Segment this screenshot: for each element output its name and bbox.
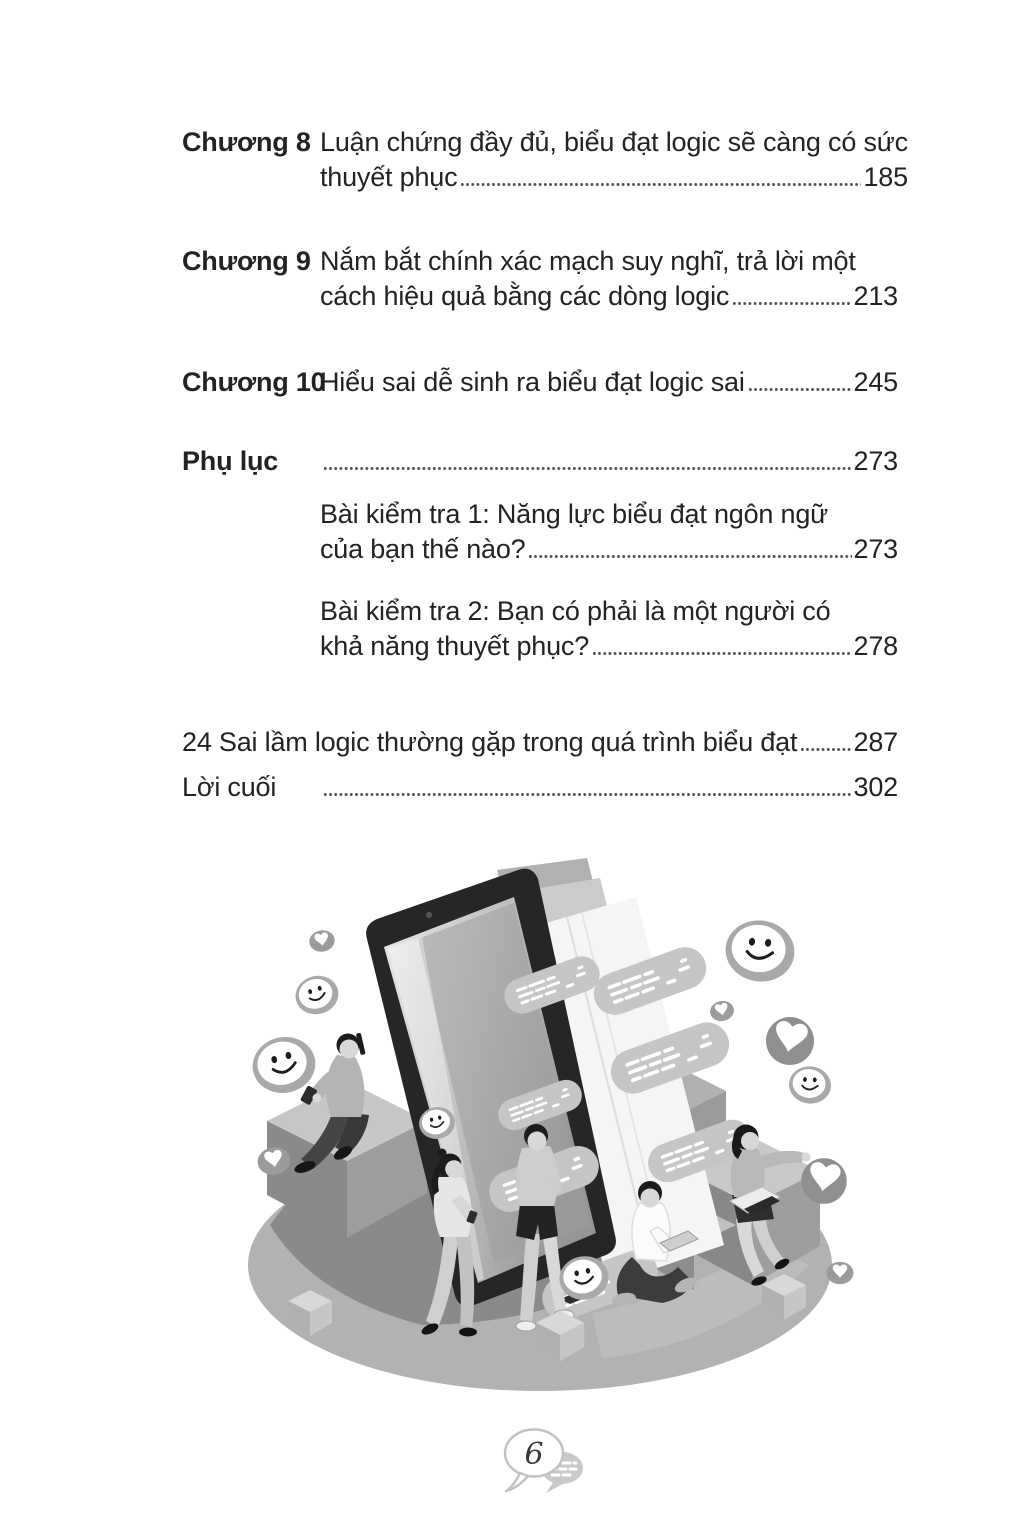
toc-entry-loi-cuoi: [182, 770, 898, 805]
dotted-leader: [461, 183, 861, 186]
face: [340, 1040, 359, 1059]
entry-title: 24 Sai lầm logic thường gặp trong quá trình biểu đạt: [182, 727, 798, 757]
subentry-title-line: khả năng thuyết phục?: [320, 631, 590, 661]
phone-camera: [426, 912, 432, 918]
chapter-label: Chương 8: [182, 127, 311, 157]
page-number-marker: [496, 1420, 591, 1508]
dotted-leader: [324, 793, 852, 796]
chapter-label: Chương 10: [182, 367, 326, 397]
label-spacer: [182, 497, 320, 567]
face: [528, 1132, 547, 1151]
chapter-title-line: thuyết phục: [320, 162, 458, 192]
page-number: 287: [853, 727, 898, 757]
entry-title: Lời cuối: [182, 772, 277, 802]
toc-entry-24-sai-lam: [182, 725, 898, 760]
page-number-text: 6: [524, 1437, 544, 1472]
face: [741, 1132, 759, 1150]
chapter-title-line: Hiểu sai dễ sinh ra biểu đạt logic sai: [320, 367, 745, 397]
heart-icon: [708, 999, 736, 1024]
page-number: 245: [853, 367, 898, 397]
smiley-emoji-icon: [722, 916, 799, 986]
toc-entry-chuong-10: [182, 365, 898, 400]
dotted-leader: [733, 302, 851, 305]
smiley-emoji-icon: [291, 971, 343, 1019]
heart-icon: [308, 928, 337, 953]
chapter-title-line: cách hiệu quả bằng các dòng logic: [320, 281, 730, 311]
smiley-emoji-icon: [787, 1064, 833, 1105]
dotted-leader: [749, 388, 852, 391]
dotted-leader: [529, 555, 851, 558]
page-number: 278: [853, 631, 898, 661]
dotted-leader: [801, 748, 851, 751]
page-number: 185: [863, 162, 908, 192]
label-spacer: [182, 594, 320, 664]
face: [641, 1189, 660, 1208]
face: [445, 1160, 463, 1178]
subentry-title-line: của bạn thế nào?: [320, 534, 526, 564]
toc-entry-bai-kiem-tra-2: [182, 594, 898, 664]
chapter-title-line: Nắm bắt chính xác mạch suy nghĩ, trả lời một: [320, 246, 856, 276]
dotted-leader: [593, 652, 852, 655]
subentry-title-line: Bài kiểm tra 2: Bạn có phải là một người có: [320, 596, 831, 626]
page-number: 213: [853, 281, 898, 311]
dotted-leader: [324, 467, 852, 470]
chapter-label: Chương 9: [182, 246, 311, 276]
toc-entry-chuong-9: [182, 244, 898, 314]
heart-icon: [762, 1013, 818, 1069]
page-number: 273: [853, 446, 898, 476]
chapter-title-line: Luận chứng đầy đủ, biểu đạt logic sẽ càng có sức: [320, 127, 908, 157]
toc-entry-phu-luc: [182, 444, 898, 479]
heart-icon: [827, 1262, 854, 1285]
page-number: 273: [853, 534, 898, 564]
toc-entry-chuong-8: [182, 125, 908, 195]
chat-illustration: [222, 853, 862, 1393]
section-label: Phụ lục: [182, 446, 279, 476]
page-number: 302: [853, 772, 898, 802]
toc-entry-bai-kiem-tra-1: [182, 497, 898, 567]
subentry-title-line: Bài kiểm tra 1: Năng lực biểu đạt ngôn ngữ: [320, 499, 829, 529]
